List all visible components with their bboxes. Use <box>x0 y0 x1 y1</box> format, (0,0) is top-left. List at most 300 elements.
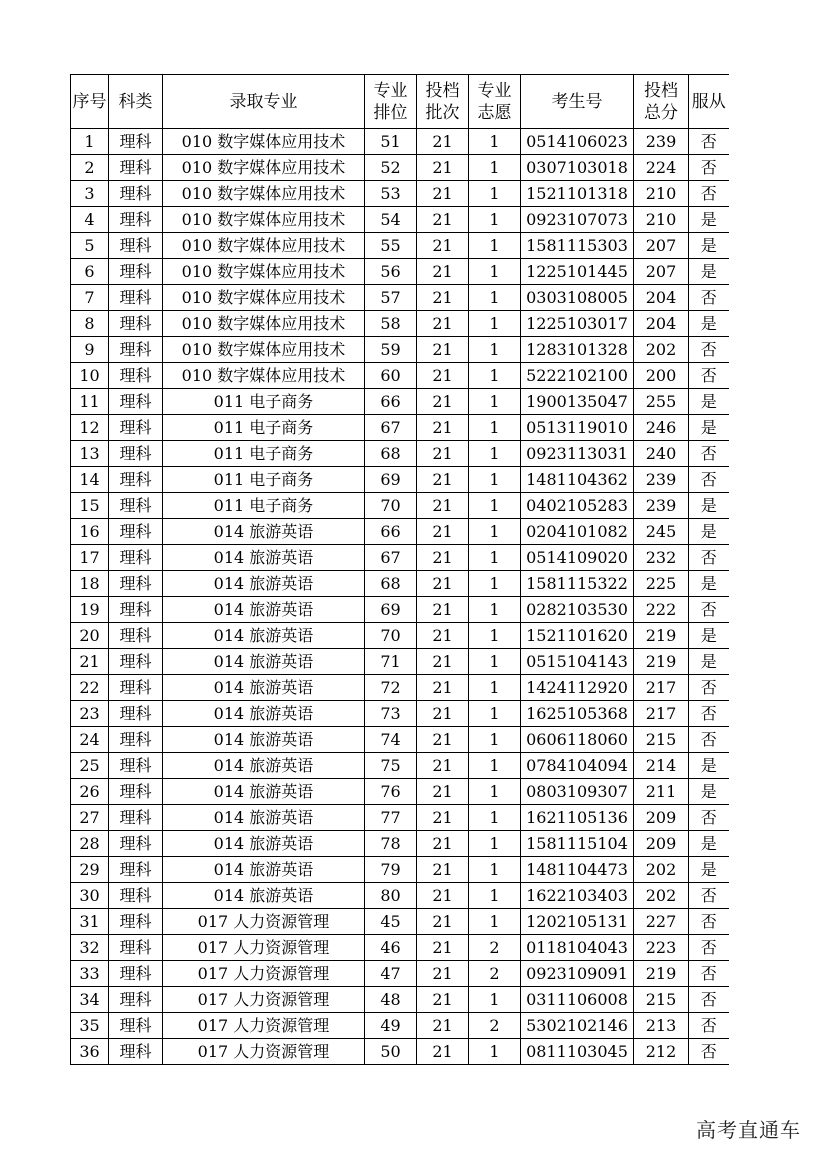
cell-major-choice: 1 <box>469 441 521 467</box>
cell-obey: 否 <box>689 285 729 311</box>
col-header-category <box>109 75 163 129</box>
cell-obey: 否 <box>689 701 729 727</box>
cell-index: 9 <box>71 337 109 363</box>
cell-total-score: 215 <box>634 727 689 753</box>
cell-obey: 否 <box>689 545 729 571</box>
cell-candidate-id: 1581115322 <box>521 571 634 597</box>
cell-major: 014 旅游英语 <box>163 753 365 779</box>
cell-batch: 21 <box>417 571 469 597</box>
table-row <box>71 259 729 285</box>
cell-total-score: 255 <box>634 389 689 415</box>
cell-major: 010 数字媒体应用技术 <box>163 207 365 233</box>
cell-batch: 21 <box>417 883 469 909</box>
cell-batch: 21 <box>417 311 469 337</box>
cell-total-score: 232 <box>634 545 689 571</box>
table-row <box>71 675 729 701</box>
table-row <box>71 649 729 675</box>
cell-category: 理科 <box>109 311 163 337</box>
cell-candidate-id: 1283101328 <box>521 337 634 363</box>
cell-major: 010 数字媒体应用技术 <box>163 259 365 285</box>
cell-category: 理科 <box>109 389 163 415</box>
cell-major-choice: 1 <box>469 701 521 727</box>
table-row <box>71 909 729 935</box>
cell-total-score: 207 <box>634 259 689 285</box>
col-header-major-rank <box>365 75 417 129</box>
cell-batch: 21 <box>417 961 469 987</box>
cell-major: 017 人力资源管理 <box>163 1039 365 1065</box>
cell-obey: 否 <box>689 675 729 701</box>
cell-batch: 21 <box>417 467 469 493</box>
cell-major: 014 旅游英语 <box>163 831 365 857</box>
cell-total-score: 219 <box>634 623 689 649</box>
cell-category: 理科 <box>109 987 163 1013</box>
cell-batch: 21 <box>417 623 469 649</box>
cell-total-score: 202 <box>634 337 689 363</box>
cell-batch: 21 <box>417 337 469 363</box>
cell-batch: 21 <box>417 779 469 805</box>
cell-total-score: 210 <box>634 207 689 233</box>
cell-major: 017 人力资源管理 <box>163 987 365 1013</box>
cell-candidate-id: 0514109020 <box>521 545 634 571</box>
cell-batch: 21 <box>417 415 469 441</box>
cell-major-rank: 51 <box>365 129 417 155</box>
cell-major: 014 旅游英语 <box>163 701 365 727</box>
cell-index: 12 <box>71 415 109 441</box>
cell-obey: 是 <box>689 779 729 805</box>
cell-index: 21 <box>71 649 109 675</box>
cell-candidate-id: 0784104094 <box>521 753 634 779</box>
cell-category: 理科 <box>109 441 163 467</box>
col-header-batch <box>417 75 469 129</box>
cell-major: 014 旅游英语 <box>163 857 365 883</box>
cell-obey: 是 <box>689 389 729 415</box>
table-row <box>71 831 729 857</box>
cell-major: 014 旅游英语 <box>163 779 365 805</box>
cell-total-score: 219 <box>634 649 689 675</box>
cell-category: 理科 <box>109 467 163 493</box>
cell-major-choice: 1 <box>469 831 521 857</box>
cell-obey: 是 <box>689 493 729 519</box>
table-row <box>71 987 729 1013</box>
cell-major: 014 旅游英语 <box>163 597 365 623</box>
cell-obey: 否 <box>689 805 729 831</box>
table-row <box>71 389 729 415</box>
table-row <box>71 779 729 805</box>
table-row <box>71 805 729 831</box>
header-text: 序号 <box>72 91 107 112</box>
cell-batch: 21 <box>417 155 469 181</box>
cell-total-score: 239 <box>634 467 689 493</box>
header-text: 专业 <box>373 80 408 101</box>
cell-index: 14 <box>71 467 109 493</box>
cell-total-score: 246 <box>634 415 689 441</box>
cell-category: 理科 <box>109 675 163 701</box>
cell-index: 19 <box>71 597 109 623</box>
cell-category: 理科 <box>109 857 163 883</box>
table-row <box>71 519 729 545</box>
cell-major-rank: 68 <box>365 571 417 597</box>
cell-obey: 是 <box>689 415 729 441</box>
cell-index: 7 <box>71 285 109 311</box>
cell-category: 理科 <box>109 1013 163 1039</box>
cell-total-score: 210 <box>634 181 689 207</box>
cell-index: 29 <box>71 857 109 883</box>
cell-index: 10 <box>71 363 109 389</box>
cell-category: 理科 <box>109 701 163 727</box>
cell-category: 理科 <box>109 909 163 935</box>
cell-index: 11 <box>71 389 109 415</box>
cell-total-score: 207 <box>634 233 689 259</box>
cell-batch: 21 <box>417 805 469 831</box>
cell-obey: 否 <box>689 337 729 363</box>
cell-candidate-id: 1202105131 <box>521 909 634 935</box>
cell-obey: 否 <box>689 909 729 935</box>
cell-major: 011 电子商务 <box>163 415 365 441</box>
cell-major: 017 人力资源管理 <box>163 935 365 961</box>
cell-major: 014 旅游英语 <box>163 571 365 597</box>
cell-category: 理科 <box>109 207 163 233</box>
table-row <box>71 623 729 649</box>
cell-major-choice: 1 <box>469 727 521 753</box>
cell-candidate-id: 0811103045 <box>521 1039 634 1065</box>
cell-total-score: 214 <box>634 753 689 779</box>
cell-category: 理科 <box>109 1039 163 1065</box>
cell-total-score: 239 <box>634 129 689 155</box>
cell-major-rank: 66 <box>365 519 417 545</box>
cell-candidate-id: 0514106023 <box>521 129 634 155</box>
cell-major: 010 数字媒体应用技术 <box>163 181 365 207</box>
cell-candidate-id: 0282103530 <box>521 597 634 623</box>
cell-candidate-id: 0923113031 <box>521 441 634 467</box>
cell-major: 010 数字媒体应用技术 <box>163 285 365 311</box>
cell-major-choice: 1 <box>469 259 521 285</box>
cell-major-rank: 77 <box>365 805 417 831</box>
cell-major-rank: 50 <box>365 1039 417 1065</box>
cell-batch: 21 <box>417 597 469 623</box>
cell-category: 理科 <box>109 753 163 779</box>
cell-batch: 21 <box>417 675 469 701</box>
cell-candidate-id: 1621105136 <box>521 805 634 831</box>
cell-major-choice: 1 <box>469 415 521 441</box>
cell-candidate-id: 0303108005 <box>521 285 634 311</box>
cell-candidate-id: 1481104362 <box>521 467 634 493</box>
table-row <box>71 753 729 779</box>
cell-category: 理科 <box>109 337 163 363</box>
table-row <box>71 441 729 467</box>
cell-index: 25 <box>71 753 109 779</box>
cell-index: 6 <box>71 259 109 285</box>
cell-total-score: 202 <box>634 883 689 909</box>
cell-candidate-id: 5222102100 <box>521 363 634 389</box>
cell-batch: 21 <box>417 181 469 207</box>
cell-major: 010 数字媒体应用技术 <box>163 363 365 389</box>
cell-major: 010 数字媒体应用技术 <box>163 129 365 155</box>
table-row <box>71 363 729 389</box>
header-text: 服从 <box>691 91 726 112</box>
cell-major-choice: 1 <box>469 285 521 311</box>
cell-total-score: 209 <box>634 831 689 857</box>
table-row <box>71 701 729 727</box>
cell-index: 1 <box>71 129 109 155</box>
table-row <box>71 233 729 259</box>
cell-major-rank: 75 <box>365 753 417 779</box>
cell-obey: 是 <box>689 623 729 649</box>
cell-major-rank: 59 <box>365 337 417 363</box>
cell-batch: 21 <box>417 207 469 233</box>
table-row <box>71 493 729 519</box>
header-text: 科类 <box>118 91 153 112</box>
cell-candidate-id: 0513119010 <box>521 415 634 441</box>
table-row <box>71 961 729 987</box>
cell-obey: 否 <box>689 1039 729 1065</box>
cell-index: 35 <box>71 1013 109 1039</box>
cell-major-choice: 1 <box>469 649 521 675</box>
cell-major-rank: 76 <box>365 779 417 805</box>
cell-major: 017 人力资源管理 <box>163 909 365 935</box>
cell-category: 理科 <box>109 129 163 155</box>
cell-total-score: 213 <box>634 1013 689 1039</box>
cell-major-rank: 67 <box>365 415 417 441</box>
cell-total-score: 245 <box>634 519 689 545</box>
cell-major-choice: 1 <box>469 597 521 623</box>
cell-major-rank: 70 <box>365 623 417 649</box>
cell-batch: 21 <box>417 389 469 415</box>
table-row <box>71 857 729 883</box>
table-row <box>71 467 729 493</box>
cell-candidate-id: 1625105368 <box>521 701 634 727</box>
cell-category: 理科 <box>109 493 163 519</box>
cell-major-rank: 49 <box>365 1013 417 1039</box>
cell-major-rank: 58 <box>365 311 417 337</box>
cell-batch: 21 <box>417 857 469 883</box>
cell-major-choice: 1 <box>469 1039 521 1065</box>
cell-major-choice: 1 <box>469 857 521 883</box>
cell-obey: 是 <box>689 571 729 597</box>
cell-candidate-id: 1521101318 <box>521 181 634 207</box>
cell-major-choice: 1 <box>469 545 521 571</box>
cell-category: 理科 <box>109 285 163 311</box>
cell-major-rank: 74 <box>365 727 417 753</box>
cell-major: 014 旅游英语 <box>163 519 365 545</box>
cell-major-choice: 1 <box>469 519 521 545</box>
cell-candidate-id: 0923107073 <box>521 207 634 233</box>
cell-total-score: 202 <box>634 857 689 883</box>
cell-batch: 21 <box>417 701 469 727</box>
cell-total-score: 215 <box>634 987 689 1013</box>
cell-major-rank: 48 <box>365 987 417 1013</box>
cell-obey: 否 <box>689 363 729 389</box>
cell-batch: 21 <box>417 649 469 675</box>
cell-batch: 21 <box>417 493 469 519</box>
cell-total-score: 219 <box>634 961 689 987</box>
cell-major: 010 数字媒体应用技术 <box>163 337 365 363</box>
cell-index: 31 <box>71 909 109 935</box>
header-text: 总分 <box>644 102 678 123</box>
cell-index: 23 <box>71 701 109 727</box>
cell-major-choice: 1 <box>469 883 521 909</box>
cell-major: 014 旅游英语 <box>163 649 365 675</box>
cell-obey: 否 <box>689 1013 729 1039</box>
cell-category: 理科 <box>109 649 163 675</box>
cell-major: 014 旅游英语 <box>163 545 365 571</box>
cell-major-rank: 54 <box>365 207 417 233</box>
col-header-obey <box>689 75 729 129</box>
cell-candidate-id: 1481104473 <box>521 857 634 883</box>
cell-major-choice: 1 <box>469 233 521 259</box>
cell-major: 017 人力资源管理 <box>163 1013 365 1039</box>
cell-category: 理科 <box>109 883 163 909</box>
cell-obey: 否 <box>689 987 729 1013</box>
table-row <box>71 1013 729 1039</box>
cell-index: 34 <box>71 987 109 1013</box>
cell-index: 36 <box>71 1039 109 1065</box>
cell-index: 13 <box>71 441 109 467</box>
cell-index: 2 <box>71 155 109 181</box>
cell-index: 20 <box>71 623 109 649</box>
cell-category: 理科 <box>109 155 163 181</box>
table-row <box>71 129 729 155</box>
cell-obey: 否 <box>689 961 729 987</box>
cell-batch: 21 <box>417 935 469 961</box>
cell-obey: 是 <box>689 831 729 857</box>
col-header-total-score <box>634 75 689 129</box>
cell-candidate-id: 0606118060 <box>521 727 634 753</box>
cell-major-rank: 53 <box>365 181 417 207</box>
cell-index: 24 <box>71 727 109 753</box>
table-row <box>71 883 729 909</box>
cell-candidate-id: 0402105283 <box>521 493 634 519</box>
cell-major-rank: 78 <box>365 831 417 857</box>
cell-obey: 是 <box>689 259 729 285</box>
cell-major-choice: 1 <box>469 363 521 389</box>
cell-obey: 否 <box>689 467 729 493</box>
cell-total-score: 209 <box>634 805 689 831</box>
cell-total-score: 227 <box>634 909 689 935</box>
cell-obey: 是 <box>689 207 729 233</box>
cell-major: 011 电子商务 <box>163 493 365 519</box>
cell-major-rank: 45 <box>365 909 417 935</box>
cell-major-choice: 1 <box>469 987 521 1013</box>
cell-category: 理科 <box>109 779 163 805</box>
cell-category: 理科 <box>109 415 163 441</box>
cell-index: 28 <box>71 831 109 857</box>
cell-candidate-id: 1521101620 <box>521 623 634 649</box>
header-text: 志愿 <box>477 102 512 123</box>
cell-candidate-id: 0118104043 <box>521 935 634 961</box>
cell-major: 011 电子商务 <box>163 389 365 415</box>
table-row <box>71 727 729 753</box>
cell-obey: 是 <box>689 311 729 337</box>
cell-total-score: 204 <box>634 285 689 311</box>
cell-batch: 21 <box>417 285 469 311</box>
cell-obey: 是 <box>689 753 729 779</box>
table-row <box>71 337 729 363</box>
cell-total-score: 217 <box>634 675 689 701</box>
cell-major-choice: 1 <box>469 389 521 415</box>
cell-major-rank: 55 <box>365 233 417 259</box>
cell-major-choice: 1 <box>469 337 521 363</box>
cell-candidate-id: 1424112920 <box>521 675 634 701</box>
table-row <box>71 181 729 207</box>
header-text: 批次 <box>425 102 460 123</box>
header-text: 录取专业 <box>229 91 298 112</box>
cell-obey: 否 <box>689 727 729 753</box>
table-body <box>71 129 729 1065</box>
cell-obey: 否 <box>689 129 729 155</box>
cell-total-score: 225 <box>634 571 689 597</box>
cell-index: 17 <box>71 545 109 571</box>
cell-major-rank: 72 <box>365 675 417 701</box>
cell-index: 16 <box>71 519 109 545</box>
cell-index: 8 <box>71 311 109 337</box>
cell-index: 15 <box>71 493 109 519</box>
col-header-major <box>163 75 365 129</box>
cell-candidate-id: 0923109091 <box>521 961 634 987</box>
cell-candidate-id: 1581115104 <box>521 831 634 857</box>
col-header-index <box>71 75 109 129</box>
cell-index: 32 <box>71 935 109 961</box>
admission-table <box>70 74 729 1065</box>
cell-major-rank: 69 <box>365 597 417 623</box>
cell-obey: 否 <box>689 883 729 909</box>
cell-batch: 21 <box>417 441 469 467</box>
cell-obey: 否 <box>689 935 729 961</box>
cell-major: 014 旅游英语 <box>163 805 365 831</box>
cell-major: 010 数字媒体应用技术 <box>163 155 365 181</box>
cell-batch: 21 <box>417 545 469 571</box>
cell-batch: 21 <box>417 1013 469 1039</box>
cell-major-choice: 1 <box>469 311 521 337</box>
cell-index: 22 <box>71 675 109 701</box>
cell-candidate-id: 0803109307 <box>521 779 634 805</box>
cell-candidate-id: 0307103018 <box>521 155 634 181</box>
table-row <box>71 571 729 597</box>
cell-batch: 21 <box>417 987 469 1013</box>
cell-candidate-id: 1581115303 <box>521 233 634 259</box>
cell-obey: 否 <box>689 155 729 181</box>
cell-major-choice: 1 <box>469 779 521 805</box>
cell-major-choice: 1 <box>469 155 521 181</box>
cell-category: 理科 <box>109 519 163 545</box>
cell-major-choice: 1 <box>469 909 521 935</box>
table-row <box>71 1039 729 1065</box>
cell-major-rank: 73 <box>365 701 417 727</box>
cell-major-rank: 66 <box>365 389 417 415</box>
cell-index: 4 <box>71 207 109 233</box>
cell-category: 理科 <box>109 259 163 285</box>
cell-total-score: 211 <box>634 779 689 805</box>
cell-total-score: 204 <box>634 311 689 337</box>
cell-batch: 21 <box>417 753 469 779</box>
cell-major: 014 旅游英语 <box>163 883 365 909</box>
cell-major: 011 电子商务 <box>163 467 365 493</box>
cell-batch: 21 <box>417 233 469 259</box>
cell-obey: 是 <box>689 649 729 675</box>
cell-category: 理科 <box>109 727 163 753</box>
cell-obey: 否 <box>689 441 729 467</box>
cell-major-choice: 1 <box>469 207 521 233</box>
cell-batch: 21 <box>417 519 469 545</box>
cell-batch: 21 <box>417 909 469 935</box>
cell-major-rank: 79 <box>365 857 417 883</box>
table-row <box>71 285 729 311</box>
cell-index: 18 <box>71 571 109 597</box>
cell-category: 理科 <box>109 961 163 987</box>
cell-category: 理科 <box>109 545 163 571</box>
header-text: 排位 <box>373 102 408 123</box>
cell-major-choice: 2 <box>469 961 521 987</box>
cell-major: 011 电子商务 <box>163 441 365 467</box>
